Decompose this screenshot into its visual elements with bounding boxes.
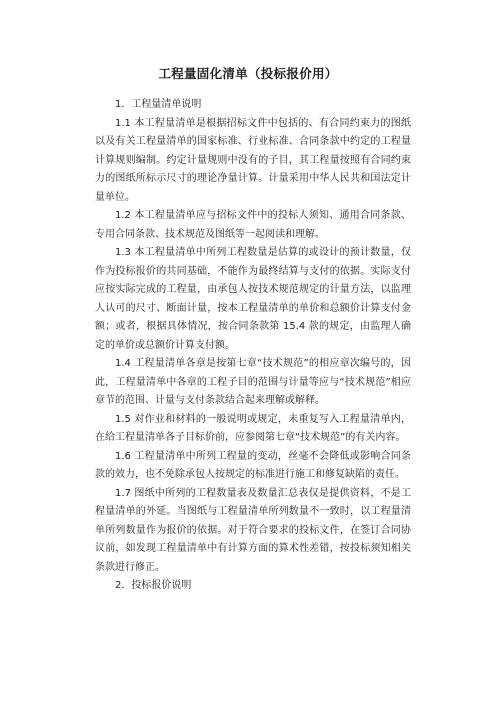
document-body bbox=[95, 96, 411, 596]
document-title: 工程量固化清单（投标报价用） bbox=[158, 66, 338, 81]
paragraph-1-7: 1.7 图纸中所列的工程数量表及数量汇总表仅是提供资料，不是工程量清单的外延。当图纸与工程量清单所列数量不一致时，以工程量清单所列数量作为报价的依据。对于符合要求的投标文件，在签订合同协议前，如发现工程量清单中有计算方面的算术性差错，按投标须知相关条款进行修正。 bbox=[95, 487, 411, 573]
section-heading-1: 1．工程量清单说明 bbox=[115, 99, 202, 110]
paragraph-1-5: 1.5 对作业和材料的一般说明或规定，未重复写入工程量清单内，在给工程量清单各子目标价前，应参阅第七章“技术规范”的有关内容。 bbox=[95, 413, 411, 443]
paragraph-1-1: 1.1 本工程量清单是根据招标文件中包括的、有合同约束力的图纸以及有关工程量清单的国家标准、行业标准、合同条款中约定的工程量计算规则编制。约定计量规则中没有的子目，其工程量按照有合同约束力的图纸所标示尺寸的理论净量计算。计量采用中华人民共和国法定计量单位。 bbox=[95, 117, 411, 203]
paragraph-1-4: 1.4 工程量清单各章是按第七章“技术规范”的相应章次编号的，因此，工程量清单中各章的工程子目的范围与计量等应与“技术规范”相应章节的范围、计量与支付条款结合起来理解或解释。 bbox=[95, 358, 411, 406]
section-heading-2: 2．投标报价说明 bbox=[115, 580, 192, 591]
paragraph-1-2: 1.2 本工程量清单应与招标文件中的投标人须知、通用合同条款、专用合同条款、技术规范及图纸等一起阅读和理解。 bbox=[95, 210, 411, 240]
paragraph-1-6: 1.6 工程量清单中所列工程量的变动，丝毫不会降低或影响合同条款的效力，也不免除承包人按规定的标准进行施工和修复缺陷的责任。 bbox=[95, 450, 411, 480]
paragraph-1-3: 1.3 本工程量清单中所列工程数量是估算的或设计的预计数量，仅作为投标报价的共同基础，不能作为最终结算与支付的依据。实际支付应按实际完成的工程量，由承包人按技术规范规定的计量方法，以监理人认可的尺寸、断面计量，按本工程量清单的单价和总额价计算支付金额；或者，根据具体情况，按合同条款第 15.4 款的规定，由监理人确定的单价或总额价计算支付额。 bbox=[95, 247, 411, 351]
